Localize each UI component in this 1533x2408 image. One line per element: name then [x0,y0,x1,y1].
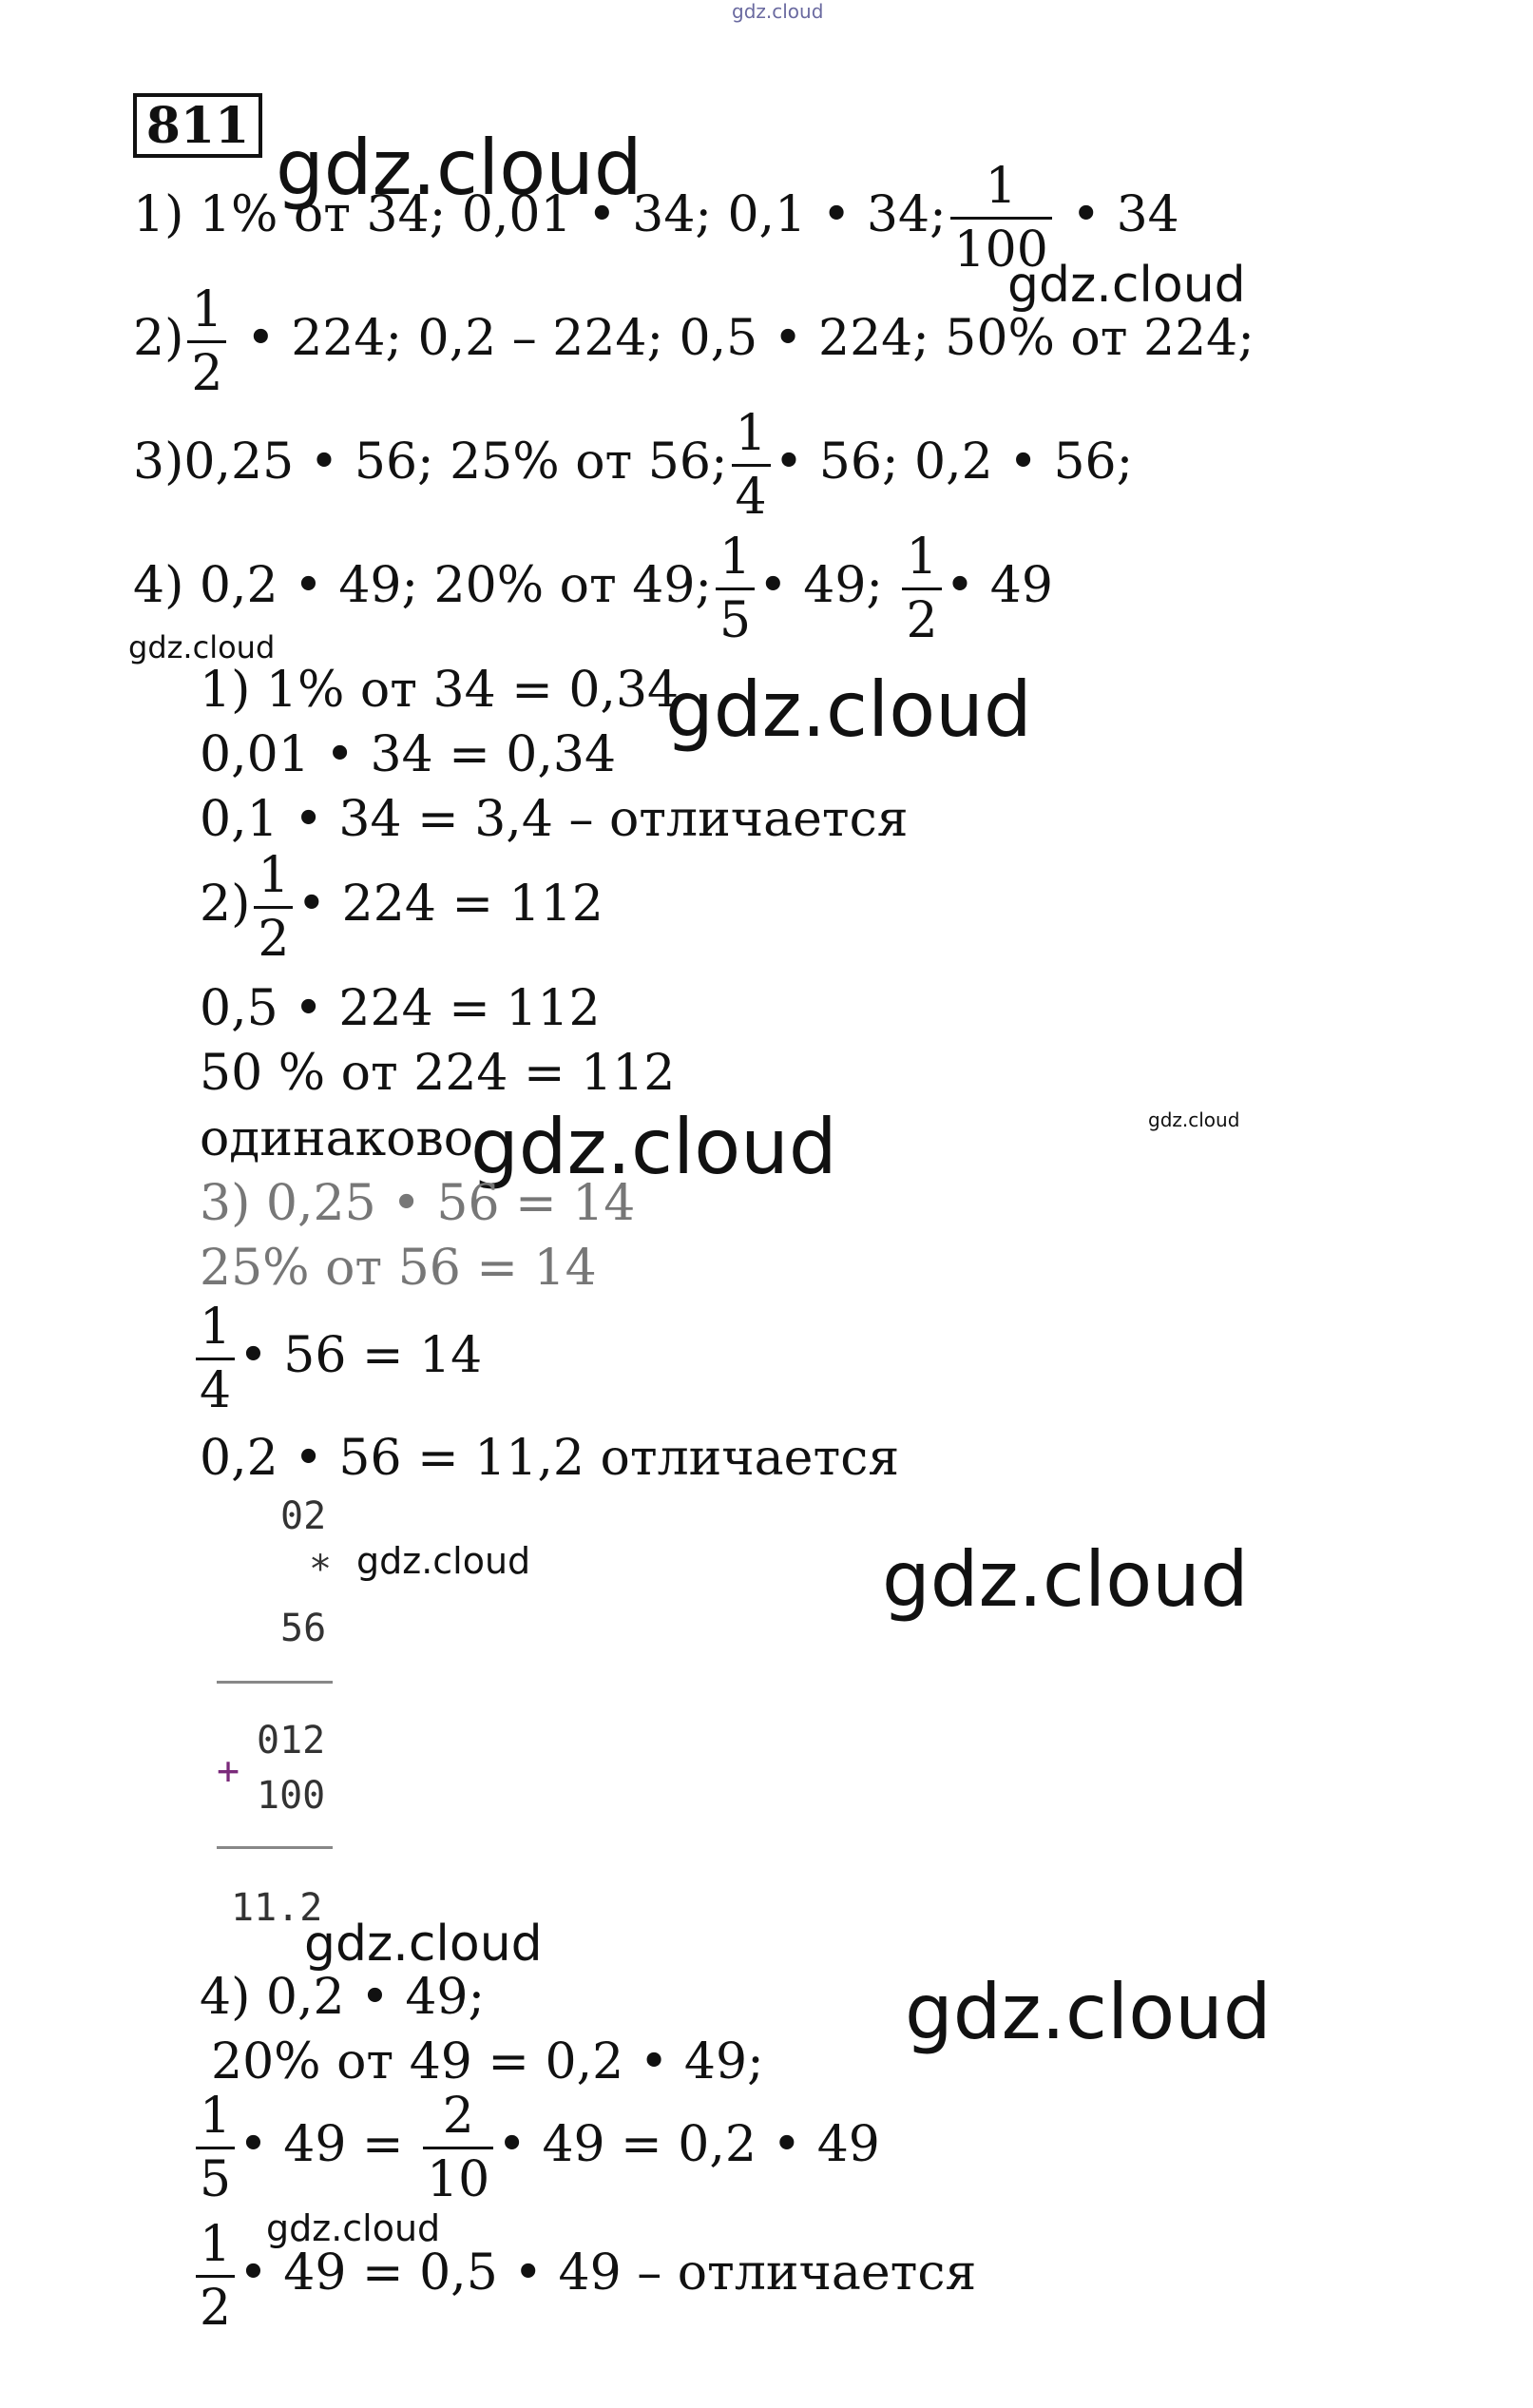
fraction [196,2216,235,2337]
fraction-numerator: 1 [950,162,1052,220]
header-watermark: gdz.cloud [732,0,824,23]
solution-line: 0,01 • 34 = 0,34 [200,726,617,783]
solution-line-fraction [192,2216,977,2337]
solution-line: 50 % от 224 = 112 [200,1045,676,1102]
task-line-3 [133,405,1134,526]
solution-line: 3) 0,25 • 56 = 14 [200,1175,636,1232]
task-line-3-text: 3)0,25 • 56; 25% от 56; [133,433,728,491]
fraction-numerator: 1 [902,532,941,590]
watermark: gdz.cloud [1148,1108,1240,1131]
fraction-numerator: 1 [196,2220,235,2278]
solution-line: 25% от 56 = 14 [200,1240,597,1297]
solution-line: одинаково [200,1110,474,1167]
fraction-denominator: 4 [735,469,767,526]
fraction-denominator: 2 [191,345,223,402]
watermark: gdz.cloud [470,1103,837,1191]
task-line-3-tail: • 56; 0,2 • 56; [774,433,1134,491]
fraction [732,405,771,526]
task-line-1-text: 1) 1% от 34; 0,01 • 34; 0,1 • 34; [133,186,947,243]
solution-mid: • 49 = [239,2116,404,2173]
task-line-4-text: 4) 0,2 • 49; 20% от 49; [133,557,712,614]
fraction-denominator: 2 [258,911,290,968]
fraction [254,847,293,968]
fraction-numerator: 1 [732,409,771,467]
task-line-2-label: 2) [133,310,184,367]
column-divider [217,1681,333,1684]
watermark: gdz.cloud [1007,257,1246,314]
task-line-4-mid: • 49; [758,557,883,614]
fraction [187,281,226,402]
watermark: gdz.cloud [276,124,642,212]
solution-line-fraction [192,1299,483,1419]
solution-line-fraction [200,847,604,968]
fraction-numerator: 1 [716,532,755,590]
task-line-1 [133,158,1179,279]
solution-label: 2) [200,876,251,933]
fraction-numerator: 1 [196,2091,235,2149]
solution-tail: • 49 = 0,5 • 49 – отличается [239,2244,977,2302]
fraction-denominator: 100 [953,222,1048,279]
column-row: 012 [257,1719,326,1763]
watermark: gdz.cloud [266,2207,441,2249]
watermark: gdz.cloud [356,1540,531,1582]
column-row: 100 [257,1774,326,1818]
fraction [950,158,1052,279]
column-row: 02 [280,1494,327,1538]
solution-tail: • 224 = 112 [297,876,604,933]
fraction [902,529,941,649]
solution-line-fraction [192,2088,880,2208]
fraction-numerator: 1 [187,285,226,343]
plus-sign: + [217,1749,240,1793]
fraction-denominator: 4 [200,1362,232,1419]
fraction-numerator: 1 [196,1302,235,1360]
fraction-denominator: 5 [200,2151,232,2208]
solution-line: 0,1 • 34 = 3,4 – отличается [200,791,909,848]
fraction-numerator: 1 [254,851,293,909]
fraction-numerator: 2 [423,2091,493,2149]
watermark: gdz.cloud [304,1916,543,1973]
watermark: gdz.cloud [128,629,276,665]
column-result: 11.2 [231,1886,323,1930]
watermark: gdz.cloud [665,665,1032,754]
solution-line: 1) 1% от 34 = 0,34 [200,662,680,719]
solution-line: 20% от 49 = 0,2 • 49; [211,2033,764,2090]
watermark: gdz.cloud [905,1968,1272,2056]
fraction-denominator: 5 [719,592,752,649]
task-line-4-tail: • 49 [945,557,1053,614]
fraction [196,1299,235,1419]
watermark: gdz.cloud [882,1535,1249,1624]
solution-line: 0,5 • 224 = 112 [200,980,601,1037]
fraction-denominator: 2 [200,2280,232,2337]
fraction [423,2088,493,2208]
solution-tail: • 56 = 14 [239,1327,483,1384]
fraction [716,529,755,649]
task-line-2 [133,281,1255,402]
task-line-2-tail: • 224; 0,2 – 224; 0,5 • 224; 50% от 224; [246,310,1255,367]
solution-line: 4) 0,2 • 49; [200,1969,486,2026]
column-divider [217,1846,333,1849]
fraction-denominator: 2 [906,592,938,649]
fraction [196,2088,235,2208]
column-row: 56 [280,1607,327,1650]
solution-line: 0,2 • 56 = 11,2 отличается [200,1430,900,1487]
task-line-1-tail: • 34 [1071,186,1179,243]
problem-number: 811 [133,93,262,158]
fraction-denominator: 10 [427,2151,490,2208]
solution-tail: • 49 = 0,2 • 49 [497,2116,880,2173]
multiply-sign: * [309,1548,333,1591]
